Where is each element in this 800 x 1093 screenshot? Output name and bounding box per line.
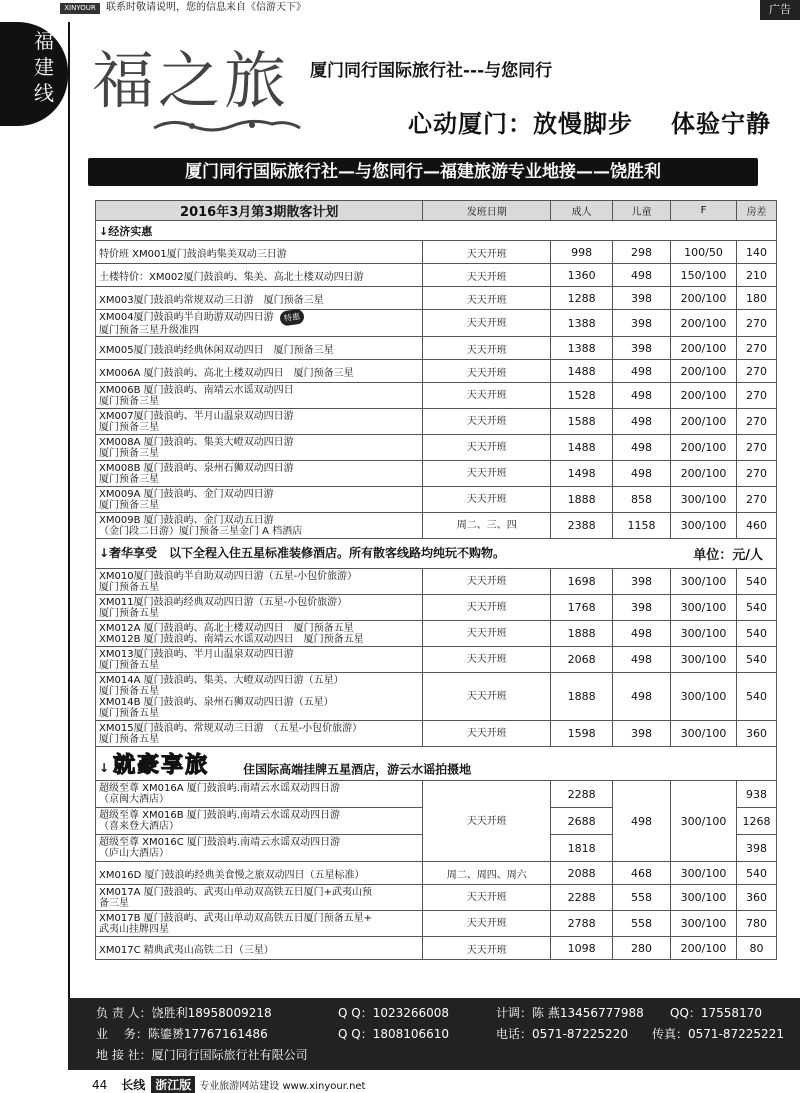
adult-price: 1288: [551, 287, 613, 310]
tour-name-line: （庐山大酒店）: [99, 848, 169, 859]
room-diff: 938: [736, 781, 776, 808]
table-row: [96, 911, 777, 937]
premium-desc: 住国际高端挂牌五星酒店，游云水谣拍摄地: [243, 762, 472, 777]
tour-name: XM005厦门鼓浪屿经典休闲双动四日 厦门预备三星: [96, 337, 423, 360]
room-diff: 398: [736, 835, 776, 862]
tour-date: 天天开班: [423, 937, 551, 960]
section-premium: [96, 747, 777, 781]
tour-name-line: XM017A 厦门鼓浪屿、武夷山单动双高铁五日厦门+武夷山预: [99, 886, 372, 898]
adult-price: 1488: [551, 435, 613, 461]
tour-name: XM003厦门鼓浪屿常规双动三日游 厦门预备三星: [96, 287, 423, 310]
f-price: 200/100: [671, 310, 737, 337]
tour-name-line: XM011厦门鼓浪屿经典双动四日游（五星-小包价旅游）: [99, 596, 348, 608]
room-diff: 270: [736, 310, 776, 337]
adult-price: 1360: [551, 264, 613, 287]
f-price: 150/100: [671, 264, 737, 287]
f-price: 200/100: [671, 287, 737, 310]
f-price: 300/100: [671, 911, 737, 937]
tour-name: [96, 310, 423, 337]
tour-name: [96, 513, 423, 539]
room-diff: 80: [736, 937, 776, 960]
tour-name-line: XM004厦门鼓浪屿半自助游双动四日游: [99, 312, 274, 323]
room-diff: 270: [736, 360, 776, 383]
room-diff: 540: [736, 862, 776, 885]
edition-label: 浙江版: [151, 1076, 195, 1093]
tour-date: 天天开班: [423, 647, 551, 673]
table-row: [96, 885, 777, 911]
f-price: 200/100: [671, 337, 737, 360]
tour-name-line: 厦门预备三星: [99, 447, 159, 459]
room-diff: 540: [736, 673, 776, 721]
tour-name-line: 厦门预备三星: [99, 473, 159, 485]
child-price: 498: [613, 647, 671, 673]
table-row: [96, 435, 777, 461]
tour-plan-table: [95, 200, 777, 960]
tour-name: [96, 621, 423, 647]
table-row: [96, 647, 777, 673]
table-row: [96, 569, 777, 595]
tour-name: XM017C 精典武夷山高铁二日（三星）: [96, 937, 423, 960]
table-title: 2016年3月第3期散客计划: [96, 201, 423, 221]
adult-price: 1598: [551, 721, 613, 747]
tour-date: 天天开班: [423, 911, 551, 937]
tour-name: [96, 435, 423, 461]
child-price: 498: [613, 621, 671, 647]
tour-name: [96, 487, 423, 513]
phone-number: 电话：0571-87225220: [496, 1027, 628, 1041]
adult-price: 2688: [551, 808, 613, 835]
tour-name-line: 厦门预备五星: [99, 733, 159, 745]
tour-name: 特价班 XM001厦门鼓浪屿集美双动三日游: [96, 241, 423, 264]
f-price: 300/100: [671, 569, 737, 595]
notice-text: 联系时敬请说明，您的信息来自《信游天下》: [106, 2, 306, 13]
header-date: 发班日期: [423, 201, 551, 221]
tour-name-line: 厦门预备三星: [99, 395, 159, 407]
tour-date: 天天开班: [423, 287, 551, 310]
sales-contact: 业 务：陈鎏赟17767161486: [96, 1027, 268, 1041]
contact-row: [96, 1004, 796, 1022]
adult-price: 1698: [551, 569, 613, 595]
section-title-text: ↓奢华享受 以下全程入住五星标准装修酒店。所有散客线路均纯玩不购物。: [99, 546, 506, 560]
tour-date: 天天开班: [423, 461, 551, 487]
room-diff: 540: [736, 647, 776, 673]
tour-name: XM016D 厦门鼓浪屿经典美食慢之旅双动四日（五星标准）: [96, 862, 423, 885]
adult-price: 2288: [551, 781, 613, 808]
slogan-agency: 厦门同行国际旅行社---与您同行: [310, 61, 553, 81]
table-row: [96, 781, 777, 808]
section-label: 长线: [121, 1078, 146, 1092]
site-link: 专业旅游网站建设 www.xinyour.net: [199, 1081, 366, 1092]
fax-number: 传真：0571-87225221: [652, 1027, 784, 1041]
header-child: 儿童: [613, 201, 671, 221]
f-price: 200/100: [671, 409, 737, 435]
adult-price: 2088: [551, 862, 613, 885]
tour-date: 天天开班: [423, 781, 551, 862]
child-price: 398: [613, 569, 671, 595]
top-notice-bar: [60, 0, 760, 16]
table-row: [96, 721, 777, 747]
child-price: 398: [613, 721, 671, 747]
table-header-row: [96, 201, 777, 221]
room-diff: 460: [736, 513, 776, 539]
child-price: 468: [613, 862, 671, 885]
tour-date: 天天开班: [423, 264, 551, 287]
slogan-part-a: 心动厦门：放慢脚步: [408, 109, 633, 138]
adult-price: 1388: [551, 310, 613, 337]
child-price: 498: [613, 781, 671, 862]
adult-price: 2788: [551, 911, 613, 937]
tour-date: 天天开班: [423, 595, 551, 621]
tour-date: 天天开班: [423, 885, 551, 911]
sales-qq: Q Q：1808106610: [338, 1027, 450, 1041]
tour-name-line: XM014A 厦门鼓浪屿、集美、大嶝双动四日游（五星）: [99, 674, 344, 686]
child-price: 498: [613, 435, 671, 461]
tour-name-line: XM017B 厦门鼓浪屿、武夷山单动双高铁五日厦门预备五星+: [99, 912, 372, 924]
tour-name: [96, 673, 423, 721]
f-price: 200/100: [671, 937, 737, 960]
tour-name-line: 超级至尊 XM016C 厦门鼓浪屿.南靖云水谣双动四日游: [99, 837, 341, 848]
room-diff: 360: [736, 885, 776, 911]
tour-name: [96, 808, 423, 835]
slogan-xiamen: [408, 104, 771, 139]
child-price: 398: [613, 310, 671, 337]
tour-date: 天天开班: [423, 310, 551, 337]
tour-name: [96, 781, 423, 808]
table-row: [96, 621, 777, 647]
tour-name-line: 厦门预备五星: [99, 607, 159, 619]
tour-name-line: 厦门预备五星: [99, 707, 159, 719]
tour-date: 天天开班: [423, 621, 551, 647]
tour-name: [96, 911, 423, 937]
tour-name: [96, 885, 423, 911]
ad-tag: 广告: [760, 0, 800, 20]
tour-name-line: （金门段二日游）厦门预备三星金门 A 档酒店: [99, 525, 303, 537]
adult-price: 1888: [551, 673, 613, 721]
contact-row: [96, 1025, 796, 1043]
price-unit: 单位：元/人: [693, 548, 763, 563]
f-price: 100/50: [671, 241, 737, 264]
tour-name-line: 厦门预备三星: [99, 499, 159, 511]
tour-date: 天天开班: [423, 487, 551, 513]
tour-name-line: XM012B 厦门鼓浪屿、南靖云水谣双动四日 厦门预备五星: [99, 633, 364, 645]
child-price: 498: [613, 673, 671, 721]
room-diff: 140: [736, 241, 776, 264]
tour-name: XM006A 厦门鼓浪屿、高北土楼双动四日 厦门预备三星: [96, 360, 423, 383]
room-diff: 210: [736, 264, 776, 287]
header-f: F: [671, 201, 737, 221]
tour-name: [96, 647, 423, 673]
adult-price: 1888: [551, 487, 613, 513]
room-diff: 360: [736, 721, 776, 747]
table-row: [96, 287, 777, 310]
adult-price: 1528: [551, 383, 613, 409]
tour-name-line: 备三星: [99, 897, 129, 909]
adult-price: 1098: [551, 937, 613, 960]
child-price: 498: [613, 461, 671, 487]
tour-name-line: XM009A 厦门鼓浪屿、金门双动四日游: [99, 488, 274, 500]
room-diff: 270: [736, 487, 776, 513]
agency-name: 地 接 社：厦门同行国际旅行社有限公司: [96, 1048, 308, 1062]
adult-price: 1588: [551, 409, 613, 435]
tour-name-line: 厦门预备五星: [99, 659, 159, 671]
table-row: [96, 383, 777, 409]
header-adult: 成人: [551, 201, 613, 221]
region-side-tab: [0, 22, 68, 126]
tour-name: [96, 835, 423, 862]
tour-name-line: XM013厦门鼓浪屿、半月山温泉双动四日游: [99, 648, 294, 660]
table-row: [96, 360, 777, 383]
cloud-ornament-icon: [152, 118, 302, 132]
tour-name: [96, 595, 423, 621]
tour-name-line: XM012A 厦门鼓浪屿、高北土楼双动四日 厦门预备五星: [99, 622, 354, 634]
planner-contact: 计调：陈 燕13456777988: [496, 1006, 644, 1020]
side-tab-char: 福: [34, 29, 54, 53]
f-price: 300/100: [671, 647, 737, 673]
table-row: [96, 862, 777, 885]
f-price: 300/100: [671, 721, 737, 747]
f-price: 300/100: [671, 513, 737, 539]
room-diff: 270: [736, 337, 776, 360]
adult-price: 1888: [551, 621, 613, 647]
child-price: 398: [613, 595, 671, 621]
adult-price: 2068: [551, 647, 613, 673]
adult-price: 1498: [551, 461, 613, 487]
tour-date: 天天开班: [423, 337, 551, 360]
special-offer-badge: 特惠: [279, 308, 305, 326]
child-price: 558: [613, 885, 671, 911]
f-price: 300/100: [671, 862, 737, 885]
f-price: 300/100: [671, 781, 737, 862]
f-price: 300/100: [671, 885, 737, 911]
tour-date: 天天开班: [423, 383, 551, 409]
child-price: 858: [613, 487, 671, 513]
tour-name-line: （喜来登大酒店）: [99, 821, 179, 832]
table-row: [96, 513, 777, 539]
tour-date: 天天开班: [423, 409, 551, 435]
room-diff: 780: [736, 911, 776, 937]
child-price: 498: [613, 264, 671, 287]
table-row: [96, 673, 777, 721]
section-luxury: [96, 539, 777, 569]
page-footer: [92, 1076, 365, 1093]
tour-name: [96, 383, 423, 409]
tour-name-line: （京闽大酒店）: [99, 794, 169, 805]
child-price: 280: [613, 937, 671, 960]
tour-name: [96, 461, 423, 487]
table-row: [96, 241, 777, 264]
f-price: 200/100: [671, 360, 737, 383]
table-row: [96, 487, 777, 513]
premium-title: 就豪享旅: [113, 752, 210, 778]
page-number: 44: [92, 1077, 108, 1092]
planner-qq: QQ：17558170: [670, 1006, 762, 1020]
side-tab-char: 建: [34, 55, 54, 79]
tour-name-line: XM008A 厦门鼓浪屿、集美大嶝双动四日游: [99, 436, 294, 448]
tour-name-line: XM010厦门鼓浪屿半自助双动四日游（五星-小包价旅游）: [99, 570, 358, 582]
child-price: 498: [613, 360, 671, 383]
section-arrow: ↓: [99, 761, 110, 775]
tour-name-line: 厦门预备三星: [99, 421, 159, 433]
f-price: 300/100: [671, 673, 737, 721]
tour-name-line: 厦门预备五星: [99, 685, 159, 697]
tour-date: 天天开班: [423, 435, 551, 461]
tour-name-line: 超级至尊 XM016B 厦门鼓浪屿.南靖云水谣双动四日游: [99, 810, 340, 821]
tour-date: 周二、三、四: [423, 513, 551, 539]
tour-name: [96, 721, 423, 747]
agency-banner: 厦门同行国际旅行社—与您同行—福建旅游专业地接——饶胜利: [88, 158, 758, 186]
room-diff: 540: [736, 621, 776, 647]
xinyour-mini-logo: XINYOUR: [60, 3, 100, 14]
child-price: 1158: [613, 513, 671, 539]
room-diff: 270: [736, 409, 776, 435]
tour-name: 土楼特价：XM002厦门鼓浪屿、集美、高北土楼双动四日游: [96, 264, 423, 287]
tour-name: [96, 409, 423, 435]
adult-price: 2288: [551, 885, 613, 911]
adult-price: 1768: [551, 595, 613, 621]
tour-name-line: 厦门预备三星升级准四: [99, 325, 199, 336]
room-diff: 270: [736, 435, 776, 461]
adult-price: 1488: [551, 360, 613, 383]
tour-name-line: XM007厦门鼓浪屿、半月山温泉双动四日游: [99, 410, 294, 422]
child-price: 298: [613, 241, 671, 264]
tour-date: 天天开班: [423, 360, 551, 383]
section-title: [96, 747, 777, 781]
adult-price: 1818: [551, 835, 613, 862]
header-room: 房差: [736, 201, 776, 221]
child-price: 398: [613, 337, 671, 360]
tour-name-line: XM014B 厦门鼓浪屿、泉州石狮双动四日游（五星）: [99, 696, 334, 708]
f-price: 300/100: [671, 621, 737, 647]
tour-name-line: XM009B 厦门鼓浪屿、金门双动五日游: [99, 514, 274, 526]
manager-qq: Q Q：1023266008: [338, 1006, 450, 1020]
tour-name-line: 厦门预备五星: [99, 581, 159, 593]
table-row: [96, 409, 777, 435]
tour-date: 天天开班: [423, 721, 551, 747]
room-diff: 540: [736, 595, 776, 621]
table-row: [96, 310, 777, 337]
child-price: 558: [613, 911, 671, 937]
child-price: 498: [613, 383, 671, 409]
tour-date: 周二、周四、周六: [423, 862, 551, 885]
f-price: 300/100: [671, 487, 737, 513]
room-diff: 1268: [736, 808, 776, 835]
tour-date: 天天开班: [423, 673, 551, 721]
section-title: ↓经济实惠: [96, 221, 777, 241]
f-price: 200/100: [671, 435, 737, 461]
room-diff: 270: [736, 383, 776, 409]
table-row: [96, 595, 777, 621]
tour-name: [96, 569, 423, 595]
tour-name-line: 超级至尊 XM016A 厦门鼓浪屿.南靖云水谣双动四日游: [99, 783, 340, 794]
table-row: [96, 937, 777, 960]
tour-name-line: 武夷山挂牌四星: [99, 923, 169, 935]
adult-price: 1388: [551, 337, 613, 360]
child-price: 498: [613, 409, 671, 435]
brand-logo: [92, 42, 312, 134]
tour-date: 天天开班: [423, 241, 551, 264]
section-title: [96, 539, 777, 569]
f-price: 200/100: [671, 461, 737, 487]
f-price: 300/100: [671, 595, 737, 621]
tour-name-line: XM015厦门鼓浪屿、常规双动三日游 （五星-小包价旅游）: [99, 722, 363, 734]
tour-date: 天天开班: [423, 569, 551, 595]
tour-name-line: XM006B 厦门鼓浪屿、南靖云水谣双动四日: [99, 384, 294, 396]
table-row: [96, 337, 777, 360]
section-economy: [96, 221, 777, 241]
manager-contact: 负 责 人：饶胜利18958009218: [96, 1006, 272, 1020]
table-row: [96, 264, 777, 287]
contact-footer: [68, 998, 800, 1070]
room-diff: 180: [736, 287, 776, 310]
f-price: 200/100: [671, 383, 737, 409]
adult-price: 998: [551, 241, 613, 264]
side-tab-char: 线: [34, 81, 54, 105]
room-diff: 540: [736, 569, 776, 595]
tour-name-line: XM008B 厦门鼓浪屿、泉州石狮双动四日游: [99, 462, 294, 474]
adult-price: 2388: [551, 513, 613, 539]
brand-logo-text: 福之旅: [92, 44, 291, 117]
child-price: 398: [613, 287, 671, 310]
table-row: [96, 461, 777, 487]
slogan-part-b: 体验宁静: [671, 109, 771, 138]
room-diff: 270: [736, 461, 776, 487]
